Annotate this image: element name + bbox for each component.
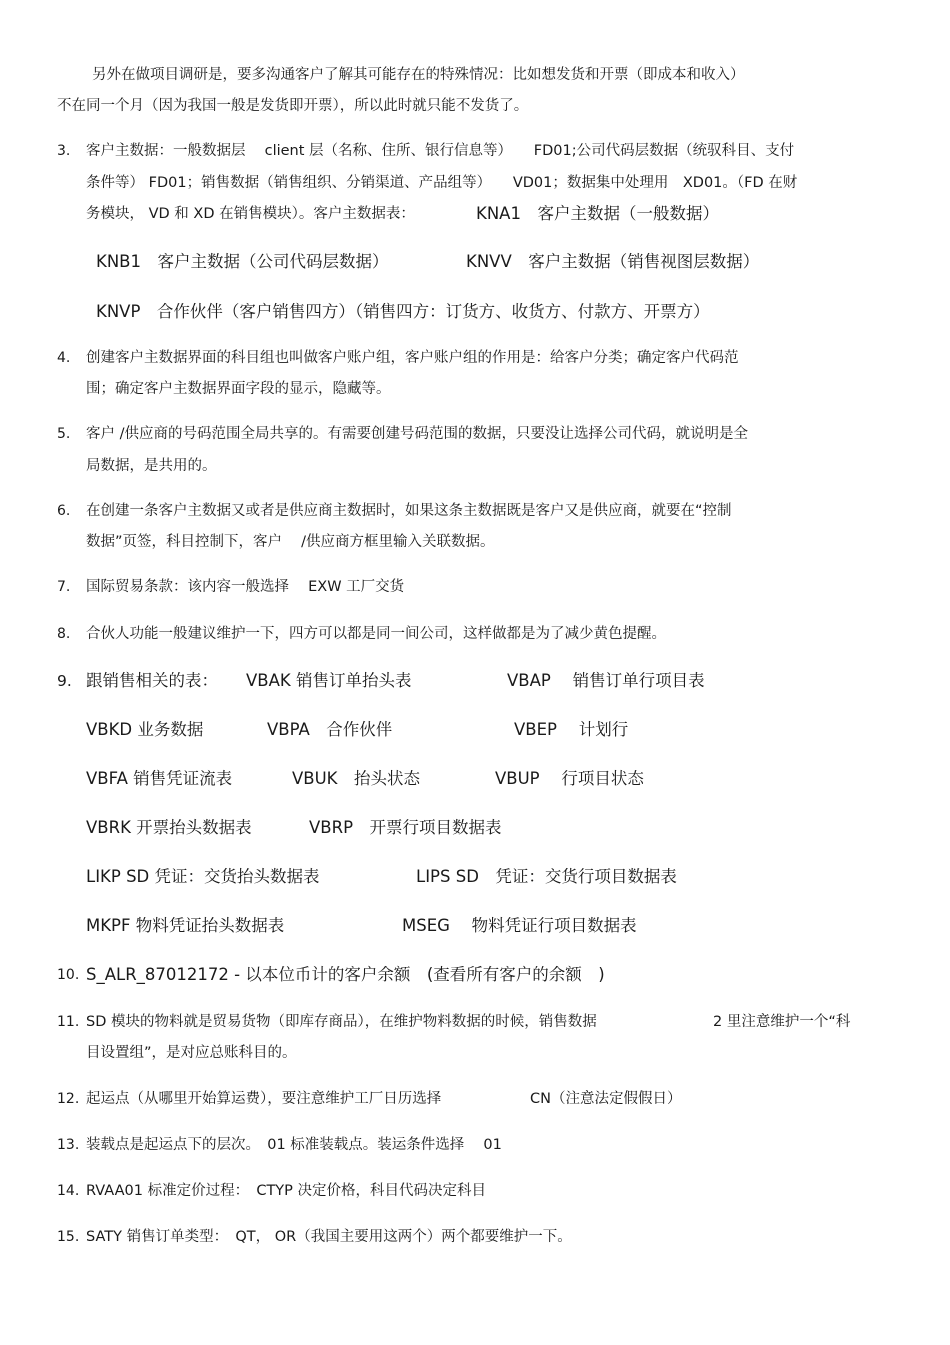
item-3-line-2: 条件等） FD01；销售数据（销售组织、分销渠道、产品组等） VD01；数据集中处理用 XD01。（FD 在财 [86, 175, 798, 191]
item-6-number: 6. [57, 503, 71, 519]
item-15-number: 15. [57, 1229, 80, 1245]
table-vbrp: VBRP 开票行项目数据表 [309, 818, 502, 837]
item-14-line-1: RVAA01 标准定价过程： CTYP 决定价格，科目代码决定科目 [86, 1183, 487, 1199]
item-14-number: 14. [57, 1183, 80, 1199]
item-9-heading: 跟销售相关的表： [86, 671, 218, 690]
item-8-line-1: 合伙人功能一般建议维护一下，四方可以都是同一间公司，这样做都是为了减少黄色提醒。 [86, 626, 666, 642]
item-6-line-2: 数据”页签，科目控制下，客户 /供应商方框里输入关联数据。 [86, 534, 495, 550]
table-vbap: VBAP 销售订单行项目表 [507, 671, 705, 690]
intro-line-2: 不在同一个月（因为我国一般是发货即开票），所以此时就只能不发货了。 [57, 98, 529, 114]
item-12-number: 12. [57, 1091, 80, 1107]
table-vbep: VBEP 计划行 [514, 720, 629, 739]
item-11-line-1b: 2 里注意维护一个“科 [713, 1014, 851, 1030]
table-vbrk: VBRK 开票抬头数据表 [86, 818, 252, 837]
table-vbak: VBAK 销售订单抬头表 [246, 671, 412, 690]
item-3-line-1: 客户主数据：一般数据层 client 层（名称、住所、银行信息等） FD01;公司代码层数据（统驭科目、支付 [86, 143, 795, 159]
item-5-number: 5. [57, 426, 71, 442]
item-3-knvv: KNVV 客户主数据（销售视图层数据） [466, 252, 760, 271]
table-vbpa: VBPA 合作伙伴 [267, 720, 393, 739]
item-4-number: 4. [57, 350, 71, 366]
table-vbup: VBUP 行项目状态 [495, 769, 644, 788]
table-likp: LIKP SD 凭证：交货抬头数据表 [86, 867, 320, 886]
item-8-number: 8. [57, 626, 71, 642]
item-13-line-1: 装载点是起运点下的层次。 01 标准装载点。装运条件选择 01 [86, 1137, 502, 1153]
item-10-line-1: S_ALR_87012172 - 以本位币计的客户余额 (查看所有客户的余额 ) [86, 965, 605, 984]
item-12-line-1b: CN（注意法定假假日） [530, 1091, 682, 1107]
item-3-line-3: 务模块， VD 和 XD 在销售模块）。客户主数据表： [86, 206, 415, 222]
item-11-line-1: SD 模块的物料就是贸易货物（即库存商品），在维护物料数据的时候，销售数据 [86, 1014, 597, 1030]
item-3-knvp: KNVP 合作伙伴（客户销售四方）（销售四方：订货方、收货方、付款方、开票方） [96, 302, 710, 321]
table-mseg: MSEG 物料凭证行项目数据表 [402, 916, 637, 935]
table-vbfa: VBFA 销售凭证流表 [86, 769, 233, 788]
item-4-line-2: 围；确定客户主数据界面字段的显示，隐藏等。 [86, 381, 391, 397]
item-6-line-1: 在创建一条客户主数据又或者是供应商主数据时，如果这条主数据既是客户又是供应商，就要在“控制 [86, 503, 732, 519]
item-7-line-1: 国际贸易条款：该内容一般选择 EXW 工厂交货 [86, 579, 405, 595]
item-3-kna1: KNA1 客户主数据（一般数据） [476, 204, 719, 223]
item-7-number: 7. [57, 579, 71, 595]
item-15-line-1: SATY 销售订单类型： QT， OR（我国主要用这两个）两个都要维护一下。 [86, 1229, 572, 1245]
intro-line-1: 另外在做项目调研是，要多沟通客户了解其可能存在的特殊情况：比如想发货和开票（即成本和收入） [92, 67, 745, 83]
table-vbkd: VBKD 业务数据 [86, 720, 204, 739]
item-3-number: 3. [57, 143, 71, 159]
table-mkpf: MKPF 物料凭证抬头数据表 [86, 916, 285, 935]
item-11-line-2: 目设置组”，是对应总账科目的。 [86, 1045, 297, 1061]
table-lips: LIPS SD 凭证：交货行项目数据表 [416, 867, 677, 886]
item-5-line-2: 局数据，是共用的。 [86, 458, 217, 474]
item-9-number: 9. [57, 672, 72, 690]
item-10-number: 10. [57, 967, 80, 983]
item-5-line-1: 客户 /供应商的号码范围全局共享的。有需要创建号码范围的数据，只要没让选择公司代码，就说明是全 [86, 426, 748, 442]
table-vbuk: VBUK 抬头状态 [292, 769, 421, 788]
item-13-number: 13. [57, 1137, 80, 1153]
item-4-line-1: 创建客户主数据界面的科目组也叫做客户账户组，客户账户组的作用是：给客户分类；确定客户代码范 [86, 350, 739, 366]
item-11-number: 11. [57, 1014, 80, 1030]
item-3-knb1: KNB1 客户主数据（公司代码层数据） [96, 252, 389, 271]
item-12-line-1: 起运点（从哪里开始算运费），要注意维护工厂日历选择 [86, 1091, 442, 1107]
